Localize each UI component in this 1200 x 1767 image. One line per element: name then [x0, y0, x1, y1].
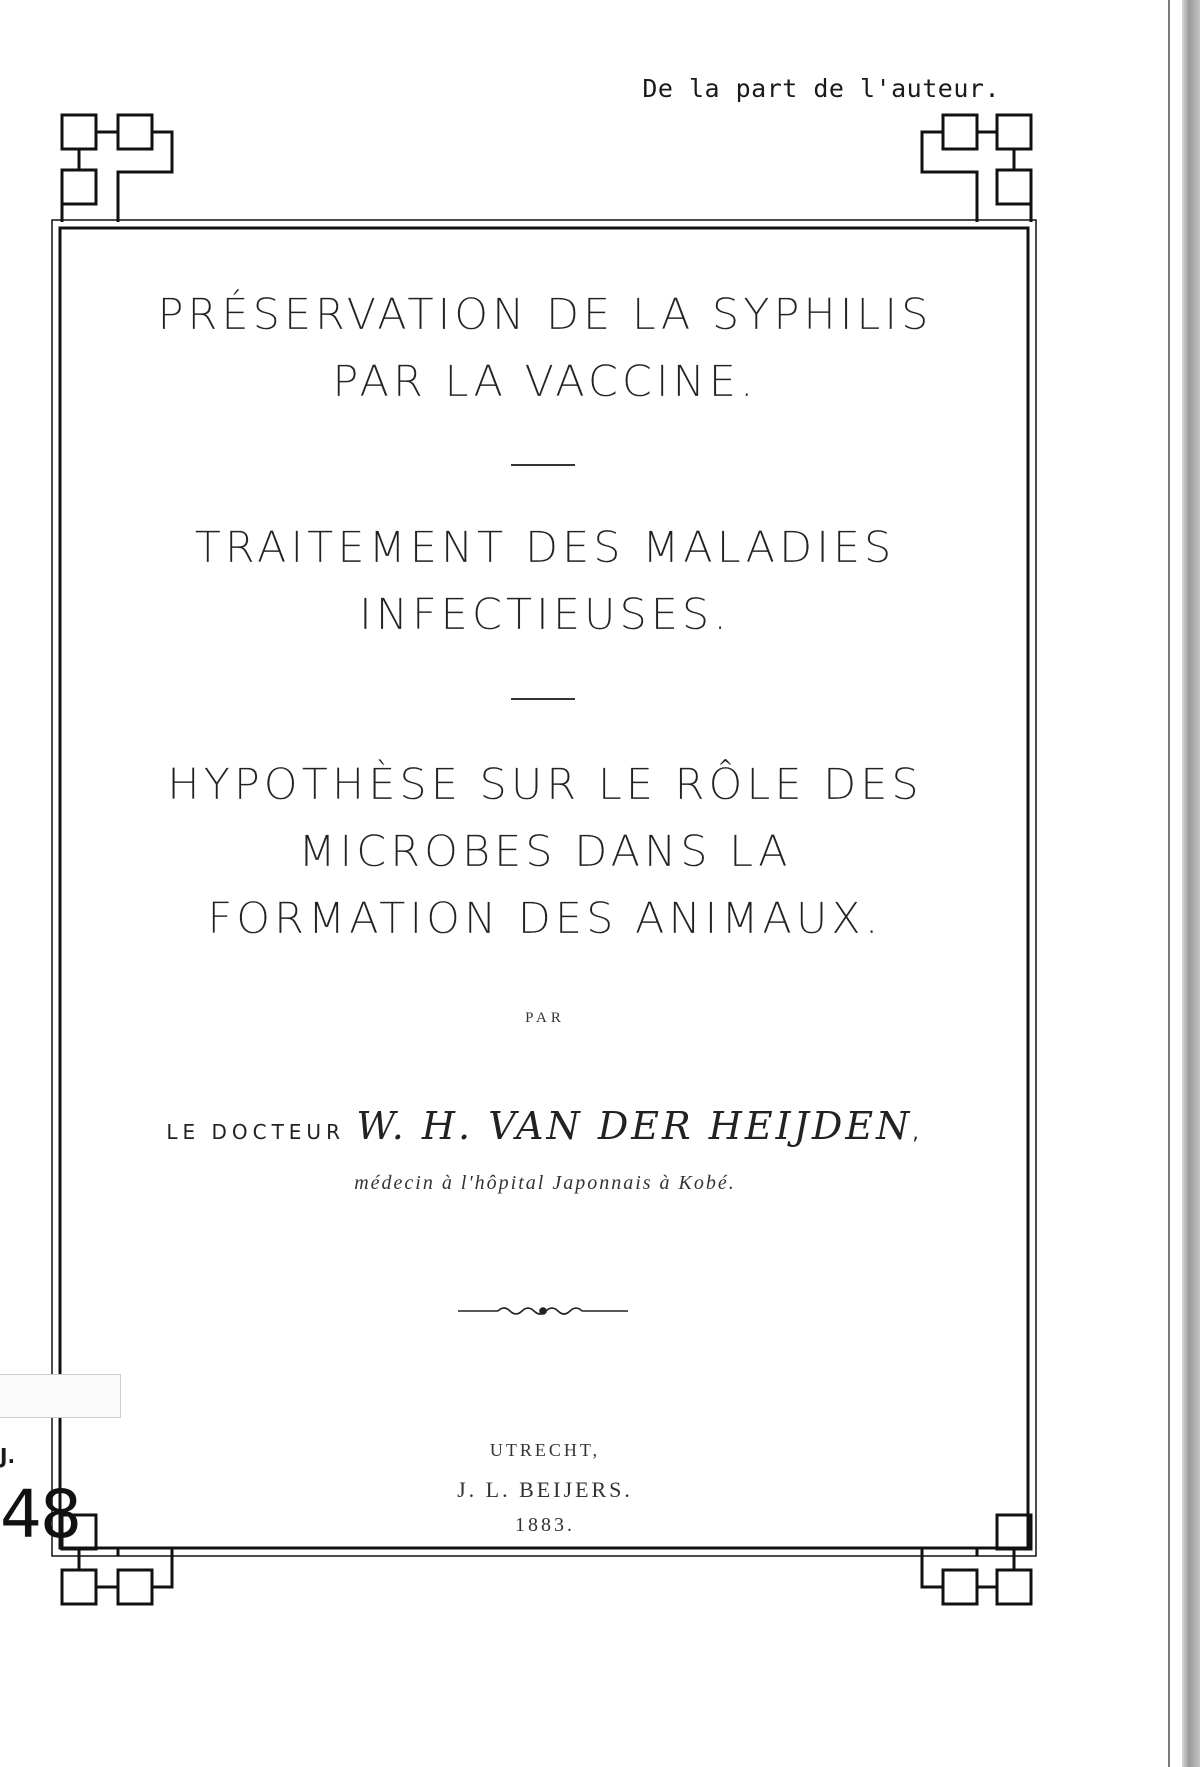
author-affiliation: médecin à l'hôpital Japonnais à Kobé. [354, 1172, 736, 1194]
title-line: FORMATION DES ANIMAUX. [207, 894, 883, 944]
author-line [60, 1104, 1030, 1148]
imprint-city: UTRECHT, [489, 1440, 601, 1460]
by-line: PAR [525, 1010, 565, 1026]
author-prefix: LE DOCTEUR [166, 1120, 345, 1144]
title-line: PRÉSERVATION DE LA SYPHILIS [157, 290, 933, 340]
imprint-publisher: J. L. BEIJERS. [457, 1477, 633, 1502]
shelf-mark-number: 48 [0, 1476, 80, 1553]
title-line: MICROBES DANS LA [298, 827, 792, 877]
corner-ornament-top-right [922, 115, 1031, 222]
title-section-2 [60, 515, 1030, 649]
corner-ornament-top-left [62, 115, 172, 222]
shelf-mark-letter: J. [0, 1444, 16, 1468]
shelf-label-sticker [0, 1374, 121, 1418]
title-line: PAR LA VACCINE. [332, 357, 758, 407]
title-line: HYPOTHÈSE SUR LE RÔLE DES [167, 760, 923, 810]
imprint-year: 1883. [515, 1514, 575, 1536]
author-name: W. H. VAN DER HEIJDEN [356, 1104, 913, 1148]
dedication-note: De la part de l'auteur. [642, 74, 1000, 103]
title-section-1 [60, 282, 1030, 416]
section-divider [511, 464, 575, 466]
title-section-3 [60, 752, 1030, 953]
section-divider [511, 698, 575, 700]
author-suffix: , [912, 1120, 924, 1144]
ornament-divider [458, 1304, 628, 1318]
title-line: TRAITEMENT DES MALADIES [194, 523, 896, 573]
title-line: INFECTIEUSES. [359, 590, 731, 640]
